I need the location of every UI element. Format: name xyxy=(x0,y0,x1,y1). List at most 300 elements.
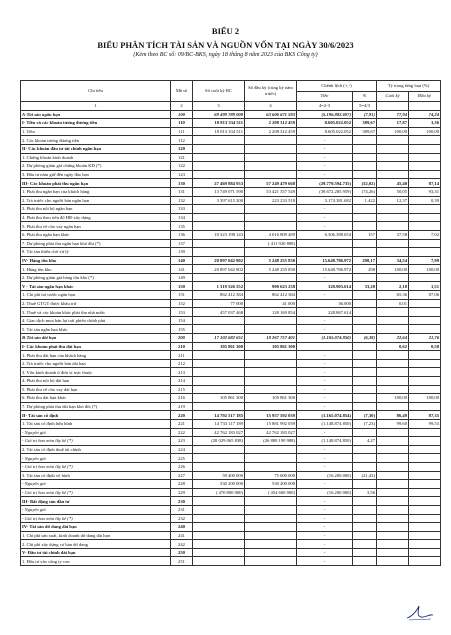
table-cell: 8. Tài sản thiếu chờ xử lý xyxy=(21,248,171,257)
table-cell: 15.648.786.972 xyxy=(297,265,353,274)
table-cell xyxy=(193,523,245,532)
table-cell: (52,02) xyxy=(353,179,377,188)
table-row xyxy=(21,230,441,239)
table-cell: 136 xyxy=(171,230,193,239)
table-cell: 131 xyxy=(171,187,193,196)
table-cell xyxy=(193,213,245,222)
table-cell: 1 319 526 552 xyxy=(193,282,245,291)
table-cell: (39.672.285.959) xyxy=(297,187,353,196)
table-cell: 17,87 xyxy=(377,119,409,128)
table-row xyxy=(21,462,441,471)
table-cell xyxy=(377,359,409,368)
table-cell: 530 200 000 xyxy=(245,480,297,489)
table-cell: 862 412 384 xyxy=(245,291,297,300)
table-cell: 10 323 198 143 xyxy=(193,230,245,239)
table-cell: 77 000 xyxy=(193,299,245,308)
table-cell: 59 400 000 xyxy=(193,471,245,480)
table-row xyxy=(21,119,441,128)
table-cell: 1.422 xyxy=(353,196,377,205)
table-cell: 3. Đầu tư nắm giữ đến ngày đáo hạn xyxy=(21,170,171,179)
table-cell: - xyxy=(297,222,353,231)
table-cell xyxy=(353,377,377,386)
table-cell xyxy=(193,377,245,386)
table-cell: V- Đầu tư tài chính dài hạn xyxy=(21,548,171,557)
table-cell: 100,00 xyxy=(377,394,409,403)
table-cell xyxy=(409,351,441,360)
table-cell xyxy=(193,531,245,540)
table-cell xyxy=(193,170,245,179)
table-cell: (26 880 190 988) xyxy=(245,437,297,446)
table-cell xyxy=(245,248,297,257)
table-cell: - xyxy=(297,377,353,386)
table-cell xyxy=(409,316,441,325)
table-row xyxy=(21,557,441,566)
col-number: 2 xyxy=(171,102,193,111)
table-cell xyxy=(245,153,297,162)
table-cell xyxy=(193,445,245,454)
table-cell: 242 xyxy=(171,540,193,549)
table-cell xyxy=(353,368,377,377)
table-cell: 137 xyxy=(171,239,193,248)
table-cell: 57 249 479 668 xyxy=(245,179,297,188)
table-cell: 231 xyxy=(171,505,193,514)
table-cell xyxy=(245,377,297,386)
table-cell: - xyxy=(297,445,353,454)
table-cell xyxy=(245,222,297,231)
table-row xyxy=(21,548,441,557)
table-cell: (16.200.000) xyxy=(297,488,353,497)
table-row xyxy=(21,273,441,282)
table-row xyxy=(21,282,441,291)
table-cell: 34,54 xyxy=(377,256,409,265)
table-cell xyxy=(409,480,441,489)
table-cell xyxy=(353,428,377,437)
table-row xyxy=(21,428,441,437)
table-cell xyxy=(409,557,441,566)
table-cell: - xyxy=(297,213,353,222)
table-cell xyxy=(409,205,441,214)
table-cell: (16.200.000) xyxy=(297,471,353,480)
table-cell xyxy=(245,144,297,153)
table-cell: 2 208 312 459 xyxy=(245,127,297,136)
table-cell xyxy=(409,523,441,532)
table-cell xyxy=(353,342,377,351)
table-cell: 65,36 xyxy=(377,291,409,300)
table-cell xyxy=(377,428,409,437)
table-cell xyxy=(409,299,441,308)
table-cell: 42 762 183 027 xyxy=(193,428,245,437)
table-cell xyxy=(353,222,377,231)
table-cell: 200 xyxy=(171,334,193,343)
table-cell: - xyxy=(297,153,353,162)
table-cell: 22,64 xyxy=(377,334,409,343)
header-chi-tieu: Chỉ tiêu xyxy=(21,81,171,102)
table-cell: (7,91) xyxy=(353,110,377,119)
table-cell: - xyxy=(297,351,353,360)
table-cell xyxy=(353,445,377,454)
table-cell: 6. Phải thu dài hạn khác xyxy=(21,394,171,403)
table-cell: 2. Tài sản cố định thuê tài chính xyxy=(21,445,171,454)
table-row xyxy=(21,540,441,549)
table-cell xyxy=(193,205,245,214)
header-so-dau-ky: Số đầu kỳ (cùng kỳ năm trước) xyxy=(245,81,297,102)
table-cell xyxy=(377,480,409,489)
table-cell xyxy=(353,325,377,334)
table-cell: 63 606 671 593 xyxy=(245,110,297,119)
table-cell: 229 xyxy=(171,488,193,497)
table-row xyxy=(21,402,441,411)
table-cell: 211 xyxy=(171,351,193,360)
table-cell: 298,17 xyxy=(353,256,377,265)
table-cell: - xyxy=(297,162,353,171)
table-cell: - xyxy=(297,505,353,514)
table-cell xyxy=(377,136,409,145)
table-cell xyxy=(409,437,441,446)
table-cell: 110 xyxy=(171,119,193,128)
table-cell: 6.306.388.654 xyxy=(297,230,353,239)
table-cell: 121 xyxy=(171,153,193,162)
table-cell: 3,36 xyxy=(409,119,441,128)
table-cell: 87,35 xyxy=(409,411,441,420)
table-row xyxy=(21,394,441,403)
table-cell xyxy=(353,454,377,463)
table-cell: 87,14 xyxy=(409,179,441,188)
table-cell: 42 762 183 027 xyxy=(245,428,297,437)
table-cell: - xyxy=(297,170,353,179)
table-cell xyxy=(245,205,297,214)
table-cell: - xyxy=(297,548,353,557)
table-cell xyxy=(353,402,377,411)
table-cell xyxy=(377,205,409,214)
table-cell: - xyxy=(297,385,353,394)
table-cell: 100,00 xyxy=(377,265,409,274)
table-row xyxy=(21,248,441,257)
table-cell xyxy=(377,497,409,506)
table-cell: - xyxy=(297,531,353,540)
table-cell xyxy=(353,497,377,506)
table-cell: (28 029 065 838) xyxy=(193,437,245,446)
table-cell: 8.605.022.052 xyxy=(297,127,353,136)
table-cell: 1. Tài sản cố định hữu hình xyxy=(21,419,171,428)
table-cell: - xyxy=(297,136,353,145)
document-title: BIỂU 2 xyxy=(211,26,240,36)
table-cell xyxy=(377,505,409,514)
table-row xyxy=(21,419,441,428)
table-cell xyxy=(377,385,409,394)
table-cell: 224 xyxy=(171,445,193,454)
table-row xyxy=(21,351,441,360)
table-cell: 75 600 000 xyxy=(245,471,297,480)
table-row xyxy=(21,196,441,205)
table-row xyxy=(21,497,441,506)
table-cell xyxy=(193,162,245,171)
table-cell: 69 499 789 008 xyxy=(193,110,245,119)
table-cell: (74,26) xyxy=(353,187,377,196)
col-number: 5=4/3 xyxy=(353,102,377,111)
table-cell: IV- Hàng tồn kho xyxy=(21,256,171,265)
table-cell xyxy=(245,454,297,463)
table-cell: 2. Chi phí xây dựng cơ bản dở dang xyxy=(21,540,171,549)
table-cell: - Giá trị hao mòn lũy kế (*) xyxy=(21,437,171,446)
table-cell: - xyxy=(297,144,353,153)
table-cell: V - Tài sản ngắn hạn khác xyxy=(21,282,171,291)
table-cell xyxy=(193,222,245,231)
table-cell: 215 xyxy=(171,385,193,394)
table-cell: 990 623 238 xyxy=(245,282,297,291)
table-cell xyxy=(193,557,245,566)
col-number xyxy=(377,102,409,111)
table-cell xyxy=(245,402,297,411)
table-cell xyxy=(353,351,377,360)
table-cell xyxy=(409,325,441,334)
table-cell xyxy=(245,531,297,540)
table-cell xyxy=(245,351,297,360)
table-cell: I- Các khoản phải thu dài hạn xyxy=(21,342,171,351)
table-cell: 21,76 xyxy=(409,334,441,343)
table-cell xyxy=(377,162,409,171)
table-cell: 214 xyxy=(171,377,193,386)
table-cell: 74,24 xyxy=(409,110,441,119)
table-cell: 99,53 xyxy=(409,419,441,428)
table-cell: 4. Giao dịch mua bán lại trái phiếu chính phủ xyxy=(21,316,171,325)
table-cell: 210 xyxy=(171,342,193,351)
col-number: 4 xyxy=(245,102,297,111)
table-cell xyxy=(297,342,353,351)
table-cell: 2 208 312 459 xyxy=(245,119,297,128)
header-ma-so: Mã số xyxy=(171,81,193,102)
table-cell xyxy=(245,557,297,566)
table-cell: 141 xyxy=(171,265,193,274)
table-cell xyxy=(245,213,297,222)
table-cell xyxy=(245,170,297,179)
table-cell xyxy=(353,144,377,153)
table-cell: 1. Hàng tồn kho xyxy=(21,265,171,274)
table-cell: 1,51 xyxy=(409,282,441,291)
table-cell xyxy=(409,428,441,437)
table-cell: 152 xyxy=(171,299,193,308)
table-cell: 105 861 300 xyxy=(193,342,245,351)
table-cell xyxy=(245,548,297,557)
table-cell xyxy=(193,548,245,557)
table-cell xyxy=(409,170,441,179)
table-cell xyxy=(193,239,245,248)
table-cell xyxy=(353,248,377,257)
table-cell: 4. Phải thu theo tiến độ HĐ xây dựng xyxy=(21,213,171,222)
table-row xyxy=(21,179,441,188)
table-cell xyxy=(377,377,409,386)
header-chenh-lech: Chênh lệch (+,-) xyxy=(297,81,377,92)
table-cell: 389,67 xyxy=(353,119,377,128)
table-cell: 13 749 071 590 xyxy=(193,187,245,196)
table-cell xyxy=(353,205,377,214)
table-cell xyxy=(377,454,409,463)
table-cell xyxy=(409,359,441,368)
table-cell: 154 xyxy=(171,316,193,325)
table-cell xyxy=(377,213,409,222)
table-cell xyxy=(353,540,377,549)
table-cell xyxy=(409,213,441,222)
table-row xyxy=(21,213,441,222)
table-row xyxy=(21,377,441,386)
table-cell: IV- Tài sản dở dang dài hạn xyxy=(21,523,171,532)
table-cell: 2. Trả trước cho người bán dài hạn xyxy=(21,359,171,368)
table-cell: - Nguyên giá xyxy=(21,428,171,437)
table-cell xyxy=(193,497,245,506)
table-cell xyxy=(409,462,441,471)
table-cell: ( 454 600 000) xyxy=(245,488,297,497)
table-cell: - xyxy=(297,273,353,282)
table-row xyxy=(21,325,441,334)
table-cell: 2. Trả trước cho người bán ngắn hạn xyxy=(21,196,171,205)
table-cell xyxy=(193,385,245,394)
table-row xyxy=(21,170,441,179)
table-cell xyxy=(353,213,377,222)
table-cell: (1.148.874.850) xyxy=(297,437,353,446)
table-cell: - xyxy=(297,514,353,523)
table-cell: 2,18 xyxy=(377,282,409,291)
table-cell: 4. Phải thu nội bộ dài hạn xyxy=(21,377,171,386)
table-cell xyxy=(353,531,377,540)
table-header-row xyxy=(21,81,441,92)
table-cell xyxy=(193,273,245,282)
table-cell: - xyxy=(297,359,353,368)
table-cell: 123 xyxy=(171,170,193,179)
table-cell: 328.903.614 xyxy=(297,282,353,291)
table-cell: 212 xyxy=(171,359,193,368)
table-cell: 45,40 xyxy=(377,179,409,188)
table-row xyxy=(21,514,441,523)
table-row xyxy=(21,411,441,420)
col-number: 1 xyxy=(21,102,171,111)
table-cell xyxy=(409,136,441,145)
table-cell xyxy=(377,488,409,497)
table-row xyxy=(21,110,441,119)
table-cell: 130 xyxy=(171,179,193,188)
table-cell: - xyxy=(297,462,353,471)
table-cell xyxy=(409,531,441,540)
table-row xyxy=(21,445,441,454)
table-cell: - xyxy=(297,325,353,334)
table-cell xyxy=(193,368,245,377)
table-cell: 100,00 xyxy=(409,394,441,403)
document-subtitle: BIỂU PHÂN TÍCH TÀI SẢN VÀ NGUỒN VỐN TẠI NGÀY 30/6/2023 xyxy=(97,40,354,50)
table-cell xyxy=(409,162,441,171)
table-cell xyxy=(377,308,409,317)
table-cell: - xyxy=(297,480,353,489)
table-cell: 3. Tài sản cố định vô hình xyxy=(21,471,171,480)
table-cell: 41 000 xyxy=(245,299,297,308)
table-cell xyxy=(193,325,245,334)
table-cell: 15.648.786.972 xyxy=(297,256,353,265)
table-cell xyxy=(193,454,245,463)
table-cell xyxy=(353,548,377,557)
table-cell xyxy=(353,385,377,394)
table-row xyxy=(21,505,441,514)
table-cell xyxy=(377,557,409,566)
table-cell: 8.605.022.052 xyxy=(297,119,353,128)
table-cell: 77,94 xyxy=(377,110,409,119)
table-cell: 1. Phải thu ngắn hạn của khách hàng xyxy=(21,187,171,196)
table-cell: ( 470 800 000) xyxy=(193,488,245,497)
table-cell: 0,58 xyxy=(409,342,441,351)
table-cell: 220 xyxy=(171,411,193,420)
table-row xyxy=(21,162,441,171)
table-cell xyxy=(377,248,409,257)
table-cell: 227 xyxy=(171,471,193,480)
table-cell xyxy=(377,325,409,334)
table-cell xyxy=(409,144,441,153)
table-cell: 112 xyxy=(171,136,193,145)
table-cell: 53 421 357 549 xyxy=(245,187,297,196)
table-cell: - Nguyên giá xyxy=(21,454,171,463)
table-cell: 1. Chi phí sản xuất, kinh doanh dở dang dài hạn xyxy=(21,531,171,540)
table-cell xyxy=(193,462,245,471)
table-cell: 87,06 xyxy=(409,291,441,300)
table-cell xyxy=(377,548,409,557)
table-row xyxy=(21,265,441,274)
table-cell: 3. Phải thu nội bộ ngắn hạn xyxy=(21,205,171,214)
table-cell: - xyxy=(297,557,353,566)
table-cell: 241 xyxy=(171,531,193,540)
table-row xyxy=(21,531,441,540)
table-row xyxy=(21,523,441,532)
table-cell: 14 733 117 189 xyxy=(193,419,245,428)
table-cell: 221 xyxy=(171,419,193,428)
table-cell xyxy=(409,385,441,394)
table-cell xyxy=(353,170,377,179)
table-cell: III- Bất động sản đầu tư xyxy=(21,497,171,506)
table-cell xyxy=(353,136,377,145)
table-row xyxy=(21,144,441,153)
table-row xyxy=(21,205,441,214)
table-row xyxy=(21,291,441,300)
table-cell: - Giá trị hao mòn lũy kế (*) xyxy=(21,514,171,523)
table-cell: 2. Thuế GTGT được khấu trừ xyxy=(21,299,171,308)
table-cell: 216 xyxy=(171,394,193,403)
table-cell xyxy=(377,445,409,454)
table-cell: 0,62 xyxy=(377,342,409,351)
table-cell xyxy=(245,136,297,145)
table-cell xyxy=(245,462,297,471)
table-cell xyxy=(409,471,441,480)
table-cell xyxy=(245,368,297,377)
table-cell: 222 xyxy=(171,428,193,437)
table-cell: (5.196.882.697) xyxy=(297,110,353,119)
table-cell xyxy=(353,523,377,532)
table-cell xyxy=(409,497,441,506)
table-cell: 3. Vốn kinh doanh ở đơn vị trực thuộc xyxy=(21,368,171,377)
table-cell: 3. Thuế và các khoản khác phải thu nhà nước xyxy=(21,308,171,317)
table-cell: 2. Các khoản tương đương tiền xyxy=(21,136,171,145)
table-cell xyxy=(409,548,441,557)
table-cell: 223 xyxy=(171,437,193,446)
table-cell: 2. Dự phòng giảm giá chứng khoán KD (*) xyxy=(21,162,171,171)
table-cell xyxy=(353,291,377,300)
table-cell xyxy=(377,351,409,360)
col-number: 3 xyxy=(193,102,245,111)
table-cell: 14 792 517 185 xyxy=(193,411,245,420)
table-cell xyxy=(245,497,297,506)
table-cell: 223 233 518 xyxy=(245,196,297,205)
table-row xyxy=(21,187,441,196)
table-cell: 3.174.381.682 xyxy=(297,196,353,205)
table-cell: 151 xyxy=(171,291,193,300)
table-cell: - xyxy=(297,402,353,411)
table-cell: 389,67 xyxy=(353,127,377,136)
table-cell: 105 861 300 xyxy=(245,342,297,351)
table-cell: A-Tài sản ngắn hạn xyxy=(21,110,171,119)
table-cell: 213 xyxy=(171,368,193,377)
